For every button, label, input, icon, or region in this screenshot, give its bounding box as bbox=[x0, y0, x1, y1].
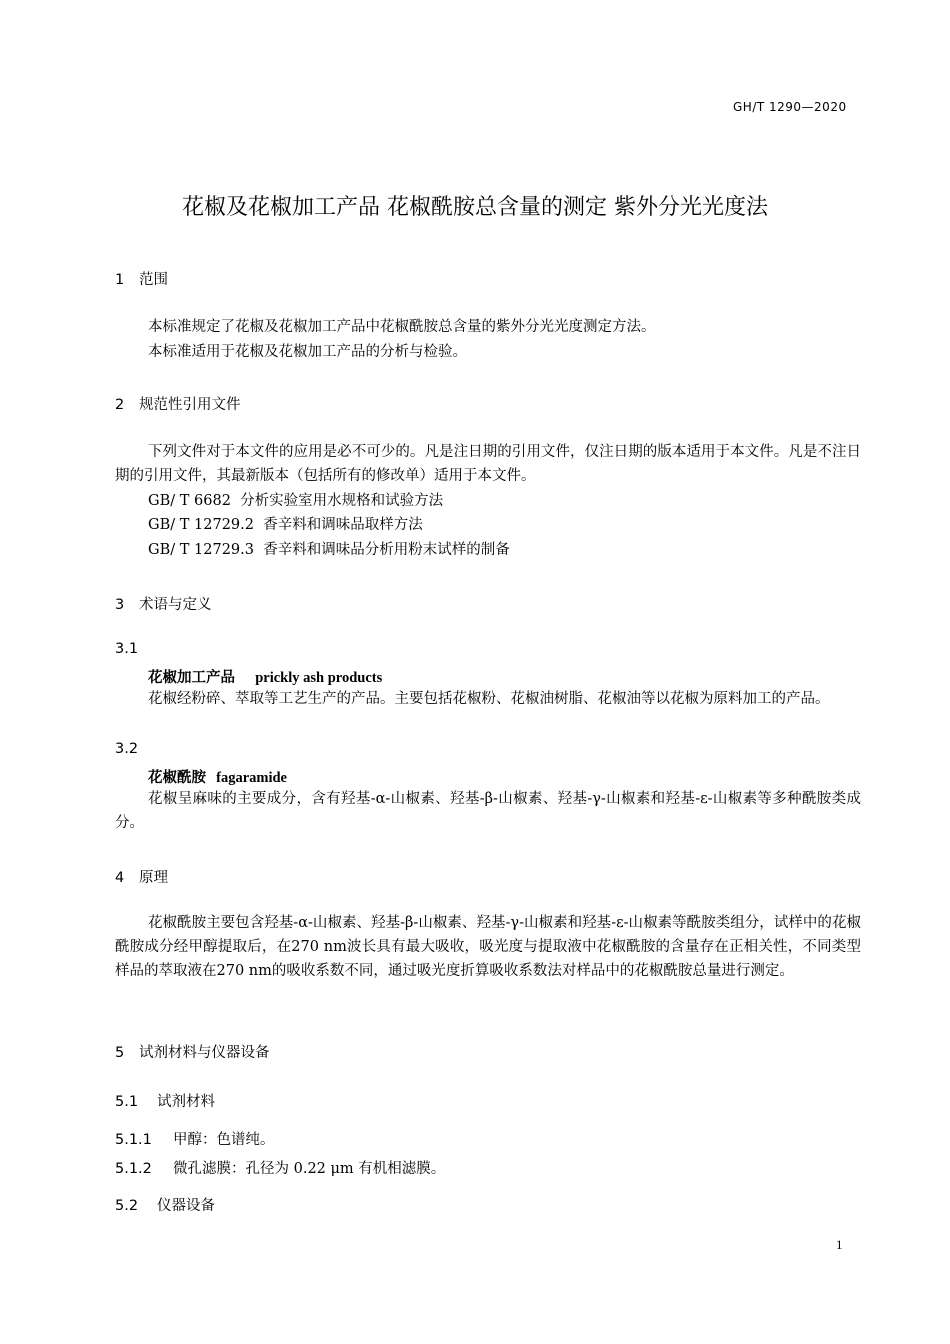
paragraph: 本标准适用于花椒及花椒加工产品的分析与检验。 bbox=[148, 344, 467, 360]
subsection-5-1-heading bbox=[115, 1090, 215, 1111]
section-title: 术语与定义 bbox=[139, 597, 212, 613]
reference-name: 分析实验室用水规格和试验方法 bbox=[240, 493, 444, 509]
item-5-1-1 bbox=[115, 1128, 275, 1149]
section-title: 范围 bbox=[139, 272, 168, 288]
reference-code: GB/ T 12729.2 bbox=[148, 517, 254, 533]
item-text: 甲醇：色谱纯。 bbox=[173, 1132, 275, 1148]
section-title: 原理 bbox=[139, 870, 168, 886]
reference-code: GB/ T 6682 bbox=[148, 493, 231, 509]
paragraph: 下列文件对于本文件的应用是必不可少的。凡是注日期的引用文件，仅注日期的版本适用于本文件。凡是不注日期的引用文件，其最新版本（包括所有的修改单）适用于本文件。 bbox=[115, 444, 861, 484]
term-zh: 花椒加工产品 bbox=[148, 670, 235, 686]
section-1-heading bbox=[115, 268, 168, 289]
subsection-number: 5.2 bbox=[115, 1198, 139, 1214]
reference-item bbox=[148, 538, 510, 562]
section-number: 2 bbox=[115, 397, 125, 413]
section-3-heading bbox=[115, 593, 212, 614]
item-number: 5.1.2 bbox=[115, 1161, 152, 1177]
section-2-heading bbox=[115, 393, 241, 414]
subsection-title: 试剂材料 bbox=[157, 1094, 215, 1110]
item-5-1-2 bbox=[115, 1157, 445, 1178]
term-definition: 花椒呈麻味的主要成分，含有羟基-α-山椒素、羟基-β-山椒素、羟基-γ-山椒素和羟基-ε-山椒素等多种酰胺类成分。 bbox=[115, 791, 861, 831]
subsection-title: 仪器设备 bbox=[157, 1198, 215, 1214]
reference-name: 香辛料和调味品分析用粉末试样的制备 bbox=[263, 542, 510, 558]
section-title: 试剂材料与仪器设备 bbox=[139, 1045, 270, 1061]
reference-code: GB/ T 12729.3 bbox=[148, 542, 254, 558]
term-definition: 花椒经粉碎、萃取等工艺生产的产品。主要包括花椒粉、花椒油树脂、花椒油等以花椒为原料加工的产品。 bbox=[148, 691, 830, 707]
term-number: 3.2 bbox=[115, 741, 139, 757]
reference-item bbox=[148, 489, 443, 513]
page-number: 1 bbox=[836, 1237, 843, 1252]
section-5-heading bbox=[115, 1041, 270, 1062]
section-number: 1 bbox=[115, 272, 125, 288]
reference-item bbox=[148, 513, 423, 537]
term-heading bbox=[148, 666, 382, 687]
section-number: 5 bbox=[115, 1045, 125, 1061]
document-code: GH/T 1290—2020 bbox=[733, 100, 847, 114]
term-zh: 花椒酰胺 bbox=[148, 770, 206, 786]
term-en: prickly ash products bbox=[255, 670, 383, 686]
section-number: 3 bbox=[115, 597, 125, 613]
item-number: 5.1.1 bbox=[115, 1132, 152, 1148]
paragraph: 花椒酰胺主要包含羟基-α-山椒素、羟基-β-山椒素、羟基-γ-山椒素和羟基-ε-山椒素等酰胺类组分，试样中的花椒酰胺成分经甲醇提取后，在270 nm波长具有最大吸收，吸光度与提取液中花椒酰胺的含量存在正相关性，不同类型样品的萃取液在270 nm的吸收系数不同，通过吸光度折算吸收系数法对样品中的花椒酰胺总量进行测定。 bbox=[115, 915, 861, 979]
term-heading bbox=[148, 766, 287, 787]
section-title: 规范性引用文件 bbox=[139, 397, 241, 413]
section-number: 4 bbox=[115, 870, 125, 886]
page-title: 花椒及花椒加工产品 花椒酰胺总含量的测定 紫外分光光度法 bbox=[182, 195, 768, 220]
subsection-number: 5.1 bbox=[115, 1094, 139, 1110]
term-number: 3.1 bbox=[115, 641, 139, 657]
section-4-heading bbox=[115, 866, 168, 887]
reference-name: 香辛料和调味品取样方法 bbox=[263, 517, 423, 533]
item-text: 微孔滤膜：孔径为 0.22 μm 有机相滤膜。 bbox=[173, 1161, 446, 1177]
subsection-5-2-heading bbox=[115, 1194, 215, 1215]
paragraph: 本标准规定了花椒及花椒加工产品中花椒酰胺总含量的紫外分光光度测定方法。 bbox=[148, 319, 656, 335]
term-en: fagaramide bbox=[216, 770, 287, 786]
